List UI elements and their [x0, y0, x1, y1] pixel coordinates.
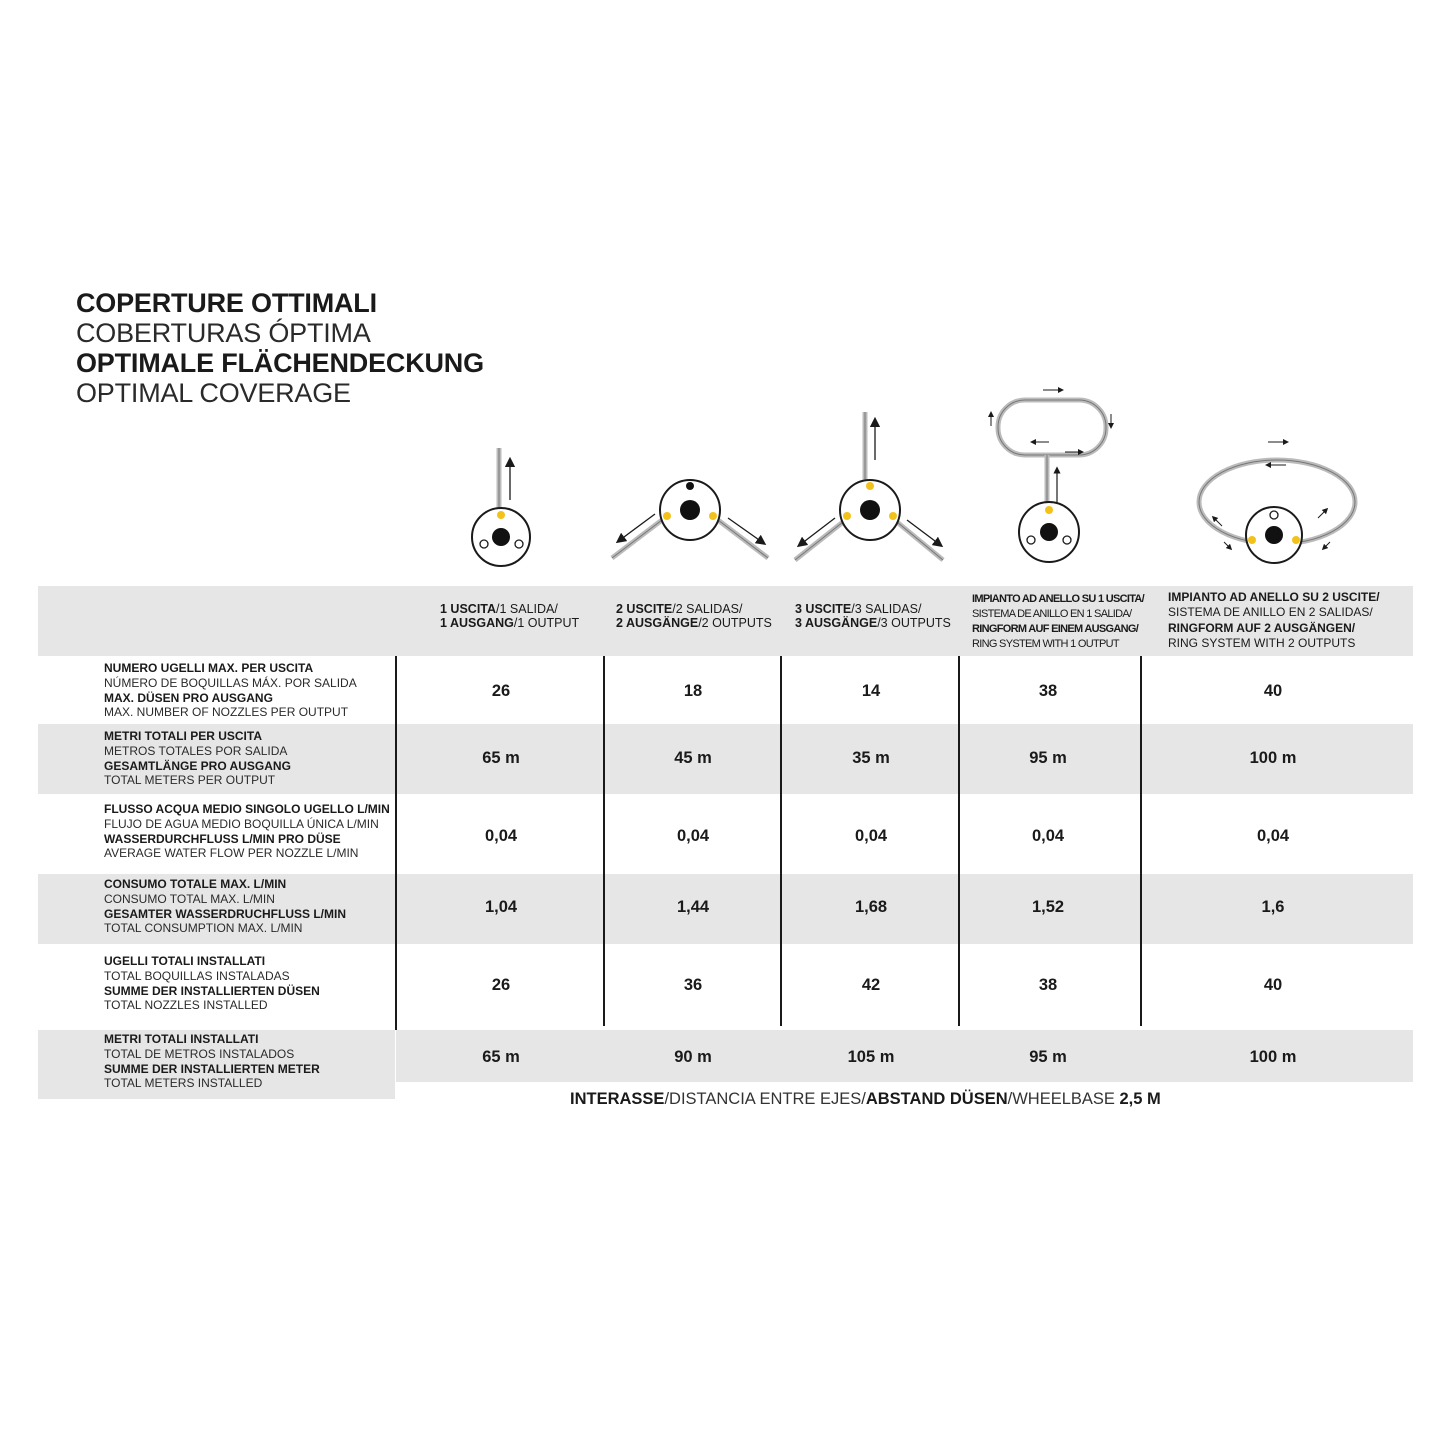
divider-3 [780, 656, 782, 1026]
divider-1 [395, 656, 397, 1030]
row-label-meters-installed: METRI TOTALI INSTALLATI TOTAL DE METROS INSTALADOS SUMME DER INSTALLIERTEN METER TOTAL METERS INSTALLED [104, 1032, 320, 1091]
row-label-water-flow: FLUSSO ACQUA MEDIO SINGOLO UGELLO L/MIN FLUJO DE AGUA MEDIO BOQUILLA ÚNICA L/MIN WASSERDURCHFLUSS L/MIN PRO DÜSE AVERAGE WATER FLOW PER NOZZLE L/MIN [104, 802, 390, 861]
title-german: OPTIMALE FLÄCHENDECKUNG [76, 348, 484, 378]
table-cell: 95 m [1029, 1048, 1067, 1066]
column-header-4: IMPIANTO AD ANELLO SU 1 USCITA/ SISTEMA DE ANILLO EN 1 SALIDA/ RINGFORM AUF EINEM AUSGANG/ RING SYSTEM WITH 1 OUTPUT [972, 593, 1145, 650]
table-cell: 38 [1038, 682, 1058, 700]
table-cell: 1,68 [854, 898, 888, 916]
table-cell: 95 m [1029, 749, 1067, 767]
table-cell: 40 [1263, 682, 1283, 700]
ring-one-output-diagram [985, 380, 1115, 575]
column-header-1: 1 USCITA/1 SALIDA/ 1 AUSGANG/1 OUTPUT [440, 602, 580, 630]
row-label-meters-per-output: METRI TOTALI PER USCITA METROS TOTALES POR SALIDA GESAMTLÄNGE PRO AUSGANG TOTAL METERS PER OUTPUT [104, 729, 291, 788]
title-spanish: COBERTURAS ÓPTIMA [76, 318, 371, 348]
table-cell: 0,04 [1256, 827, 1290, 845]
page-title [76, 288, 484, 408]
divider-5 [1140, 656, 1142, 1026]
table-cell: 0,04 [676, 827, 710, 845]
table-cell: 45 m [674, 749, 712, 767]
column-header-3: 3 USCITE/3 SALIDAS/ 3 AUSGÄNGE/3 OUTPUTS [795, 602, 951, 630]
table-cell: 65 m [482, 749, 520, 767]
three-outputs-diagram [785, 410, 955, 570]
table-cell: 38 [1038, 976, 1058, 994]
table-cell: 100 m [1249, 1048, 1297, 1066]
wheelbase-note: INTERASSE/DISTANCIA ENTRE EJES/ABSTAND DÜSEN/WHEELBASE 2,5 M [570, 1090, 1161, 1108]
column-header-5: IMPIANTO AD ANELLO SU 2 USCITE/ SISTEMA DE ANILLO EN 2 SALIDAS/ RINGFORM AUF 2 AUSGÄNGEN/ RING SYSTEM WITH 2 OUTPUTS [1168, 590, 1380, 650]
table-cell: 100 m [1249, 749, 1297, 767]
table-cell: 1,6 [1261, 898, 1285, 916]
table-cell: 40 [1263, 976, 1283, 994]
table-cell: 1,44 [676, 898, 710, 916]
divider-4 [958, 656, 960, 1026]
table-cell: 0,04 [484, 827, 518, 845]
two-outputs-diagram [600, 470, 780, 570]
table-cell: 1,04 [484, 898, 518, 916]
table-cell: 105 m [847, 1048, 895, 1066]
table-cell: 0,04 [1031, 827, 1065, 845]
table-cell: 90 m [674, 1048, 712, 1066]
table-cell: 14 [861, 682, 881, 700]
table-cell: 35 m [852, 749, 890, 767]
column-header-2: 2 USCITE/2 SALIDAS/ 2 AUSGÄNGE/2 OUTPUTS [616, 602, 772, 630]
table-cell: 42 [861, 976, 881, 994]
ring-two-outputs-diagram [1190, 430, 1365, 565]
divider-2 [603, 656, 605, 1026]
one-output-diagram [460, 440, 560, 570]
table-cell: 1,52 [1031, 898, 1065, 916]
table-cell: 65 m [482, 1048, 520, 1066]
table-cell: 36 [683, 976, 703, 994]
table-cell: 18 [683, 682, 703, 700]
table-cell: 0,04 [854, 827, 888, 845]
title-english: OPTIMAL COVERAGE [76, 378, 351, 408]
table-cell: 26 [491, 976, 511, 994]
table-cell: 26 [491, 682, 511, 700]
row-label-max-nozzles: NUMERO UGELLI MAX. PER USCITA NÚMERO DE BOQUILLAS MÁX. POR SALIDA MAX. DÜSEN PRO AUSGANG MAX. NUMBER OF NOZZLES PER OUTPUT [104, 661, 357, 720]
row-label-total-consumption: CONSUMO TOTALE MAX. L/MIN CONSUMO TOTAL MAX. L/MIN GESAMTER WASSERDRUCHFLUSS L/MIN TOTAL CONSUMPTION MAX. L/MIN [104, 877, 347, 936]
title-italian: COPERTURE OTTIMALI [76, 288, 377, 318]
row-label-nozzles-installed: UGELLI TOTALI INSTALLATI TOTAL BOQUILLAS INSTALADAS SUMME DER INSTALLIERTEN DÜSEN TOTAL NOZZLES INSTALLED [104, 954, 320, 1013]
